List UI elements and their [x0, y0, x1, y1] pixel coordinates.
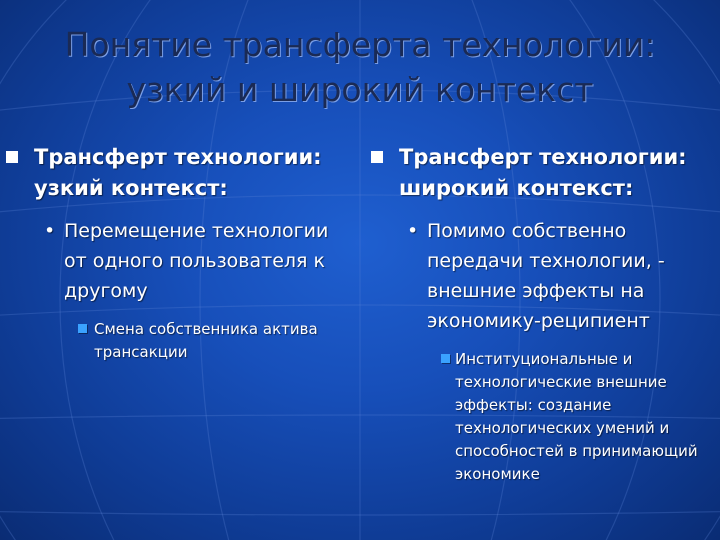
- title-line-2: узкий и широкий контекст: [126, 70, 594, 109]
- square-bullet-icon: [78, 324, 87, 333]
- right-sub-text: Помимо собственно передачи технологии, - внешние эффекты на экономику-реципиент: [427, 220, 665, 332]
- left-subsub-text: Смена собственника актива трансакции: [94, 320, 318, 361]
- right-heading-item: [371, 142, 717, 204]
- square-bullet-icon: [6, 151, 18, 163]
- left-heading-item: [6, 142, 346, 204]
- right-subsub-item: [371, 348, 717, 486]
- slide-title: [20, 22, 700, 112]
- right-sub-item: [371, 216, 717, 336]
- left-heading-text: Трансферт технологии: узкий контекст:: [34, 145, 322, 200]
- left-column: [6, 142, 346, 364]
- left-sub-item: [6, 216, 346, 306]
- right-subsub-text: Институциональные и технологические внешние эффекты: создание технологических умений и способностей в принимающий экономике: [455, 350, 698, 483]
- left-sub-text: Перемещение технологии от одного пользователя к другому: [64, 220, 329, 302]
- square-bullet-icon: [441, 354, 450, 363]
- square-bullet-icon: [371, 151, 383, 163]
- dot-bullet-icon: •: [44, 220, 56, 242]
- right-column: [371, 142, 717, 486]
- dot-bullet-icon: •: [407, 220, 419, 242]
- title-line-1: Понятие трансферта технологии:: [64, 25, 656, 64]
- left-subsub-item: [6, 318, 346, 364]
- right-heading-text: Трансферт технологии: широкий контекст:: [399, 145, 687, 200]
